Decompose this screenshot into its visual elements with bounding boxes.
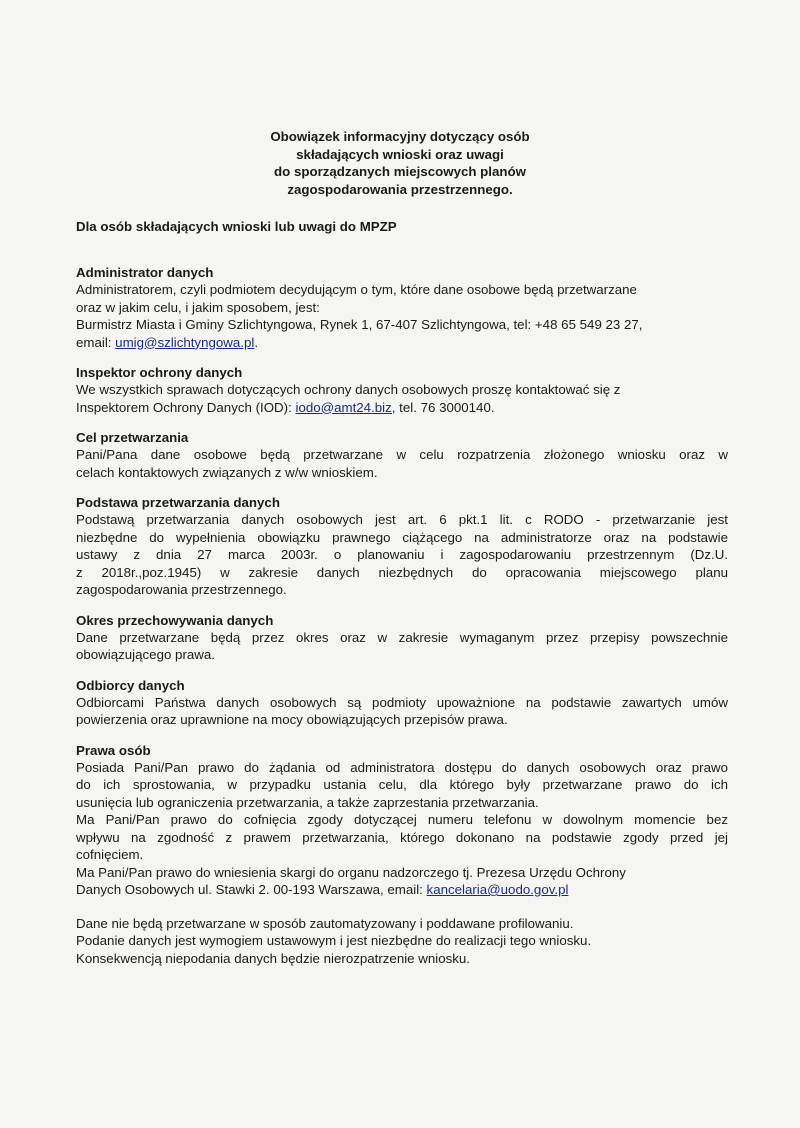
paragraph-line: Administratorem, czyli podmiotem decydującym o tym, które dane osobowe będą przetwarzane (76, 282, 637, 297)
paragraph-line: do ich sprostowania, w przypadku ustania celu, dla którego były przetwarzane prawo do ich (76, 777, 728, 792)
paragraph-line: z 2018r.,poz.1945) w zakresie danych niezbędnych do opracowania miejscowego planu (76, 564, 728, 580)
closing-notes (76, 915, 728, 968)
uodo-address: Danych Osobowych ul. Stawki 2. 00-193 Warszawa, email: (76, 882, 427, 897)
paragraph-line: Burmistrz Miasta i Gminy Szlichtyngowa, Rynek 1, 67-407 Szlichtyngowa, tel: +48 65 549 23 27, (76, 317, 643, 332)
paragraph-line: Dane nie będą przetwarzane w sposób zautomatyzowany i poddawane profilowaniu. (76, 915, 574, 931)
section-purpose (76, 429, 728, 481)
iod-label: Inspektorem Ochrony Danych (IOD): (76, 399, 296, 415)
section-heading: Podstawa przetwarzania danych (76, 495, 280, 510)
section-heading: Inspektor ochrony danych (76, 365, 243, 380)
paragraph-line: Konsekwencją niepodania danych będzie nierozpatrzenie wniosku. (76, 950, 470, 966)
paragraph-line: zagospodarowania przestrzennego. (76, 582, 287, 597)
paragraph-line: Podstawą przetwarzania danych osobowych jest art. 6 pkt.1 lit. c RODO - przetwarzanie jest (76, 512, 728, 527)
title-line: do sporządzanych miejscowych planów (274, 164, 526, 179)
administrator-email-link[interactable]: umig@szlichtyngowa.pl (115, 334, 255, 350)
email-label: email: (76, 334, 116, 350)
document-title (200, 128, 600, 198)
iod-phone: tel. 76 3000140. (395, 399, 495, 415)
section-heading: Cel przetwarzania (76, 430, 189, 445)
section-retention (76, 612, 728, 664)
paragraph-line: Ma Pani/Pan prawo do wniesienia skargi do organu nadzorczego tj. Prezesa Urzędu Ochrony (76, 864, 626, 880)
inspector-email-link[interactable]: iodo@amt24.biz, (295, 399, 396, 415)
section-heading: Odbiorcy danych (76, 677, 185, 693)
section-rights (76, 742, 728, 899)
title-line: Obowiązek informacyjny dotyczący osób (270, 129, 530, 144)
section-heading: Okres przechowywania danych (76, 612, 274, 628)
section-administrator (76, 264, 728, 351)
paragraph-line: Dane przetwarzane będą przez okres oraz w zakresie wymaganym przez przepisy powszechnie (76, 629, 728, 645)
uodo-email-link[interactable]: kancelaria@uodo.gov.pl (426, 882, 569, 897)
paragraph-line (76, 399, 728, 417)
document-subtitle: Dla osób składających wnioski lub uwagi do MPZP (76, 219, 397, 234)
paragraph-line: Pani/Pana dane osobowe będą przetwarzane w celu rozpatrzenia złożonego wniosku oraz w (76, 447, 728, 462)
paragraph-line: ustawy z dnia 27 marca 2003r. o planowaniu i zagospodarowaniu przestrzennym (Dz.U. (76, 547, 728, 562)
section-basis (76, 494, 728, 599)
paragraph-line: Posiada Pani/Pan prawo do żądania od administratora dostępu do danych osobowych oraz prawo (76, 759, 728, 775)
title-line: składających wnioski oraz uwagi (296, 146, 504, 162)
paragraph-line: Ma Pani/Pan prawo do cofnięcia zgody dotyczącej numeru telefonu w dowolnym momencie bez (76, 812, 728, 827)
paragraph-line: obowiązującego prawa. (76, 647, 215, 662)
paragraph-line (76, 881, 728, 899)
section-heading: Prawa osób (76, 742, 151, 758)
document-body (76, 264, 728, 967)
section-inspector (76, 364, 728, 416)
paragraph-line: niezbędne do wypełnienia obowiązku prawnego ciążącego na administratorze oraz na podstawie (76, 529, 728, 545)
paragraph-line: Podanie danych jest wymogiem ustawowym i jest niezbędne do realizacji tego wniosku. (76, 933, 592, 948)
paragraph-line: cofnięciem. (76, 847, 144, 862)
paragraph-line (76, 334, 728, 352)
paragraph-line: powierzenia oraz uprawnione na mocy obowiązujących przepisów prawa. (76, 712, 508, 727)
paragraph-line: usunięcia lub ograniczenia przetwarzania, a także zaprzestania przetwarzania. (76, 794, 539, 810)
title-line: zagospodarowania przestrzennego. (287, 181, 513, 197)
paragraph-line: wpływu na zgodność z prawem przetwarzania, którego dokonano na podstawie zgody przed jej (76, 829, 728, 845)
paragraph-line: oraz w jakim celu, i jakim sposobem, jest: (76, 299, 320, 315)
punctuation: . (254, 334, 259, 350)
paragraph-line: celach kontaktowych związanych z w/w wnioskiem. (76, 464, 378, 480)
paragraph-line: We wszystkich sprawach dotyczących ochrony danych osobowych proszę kontaktować się z (76, 382, 621, 397)
section-heading: Administrator danych (76, 265, 214, 280)
paragraph-line: Odbiorcami Państwa danych osobowych są podmioty upoważnione na podstawie zawartych umów (76, 694, 728, 710)
section-recipients (76, 677, 728, 729)
